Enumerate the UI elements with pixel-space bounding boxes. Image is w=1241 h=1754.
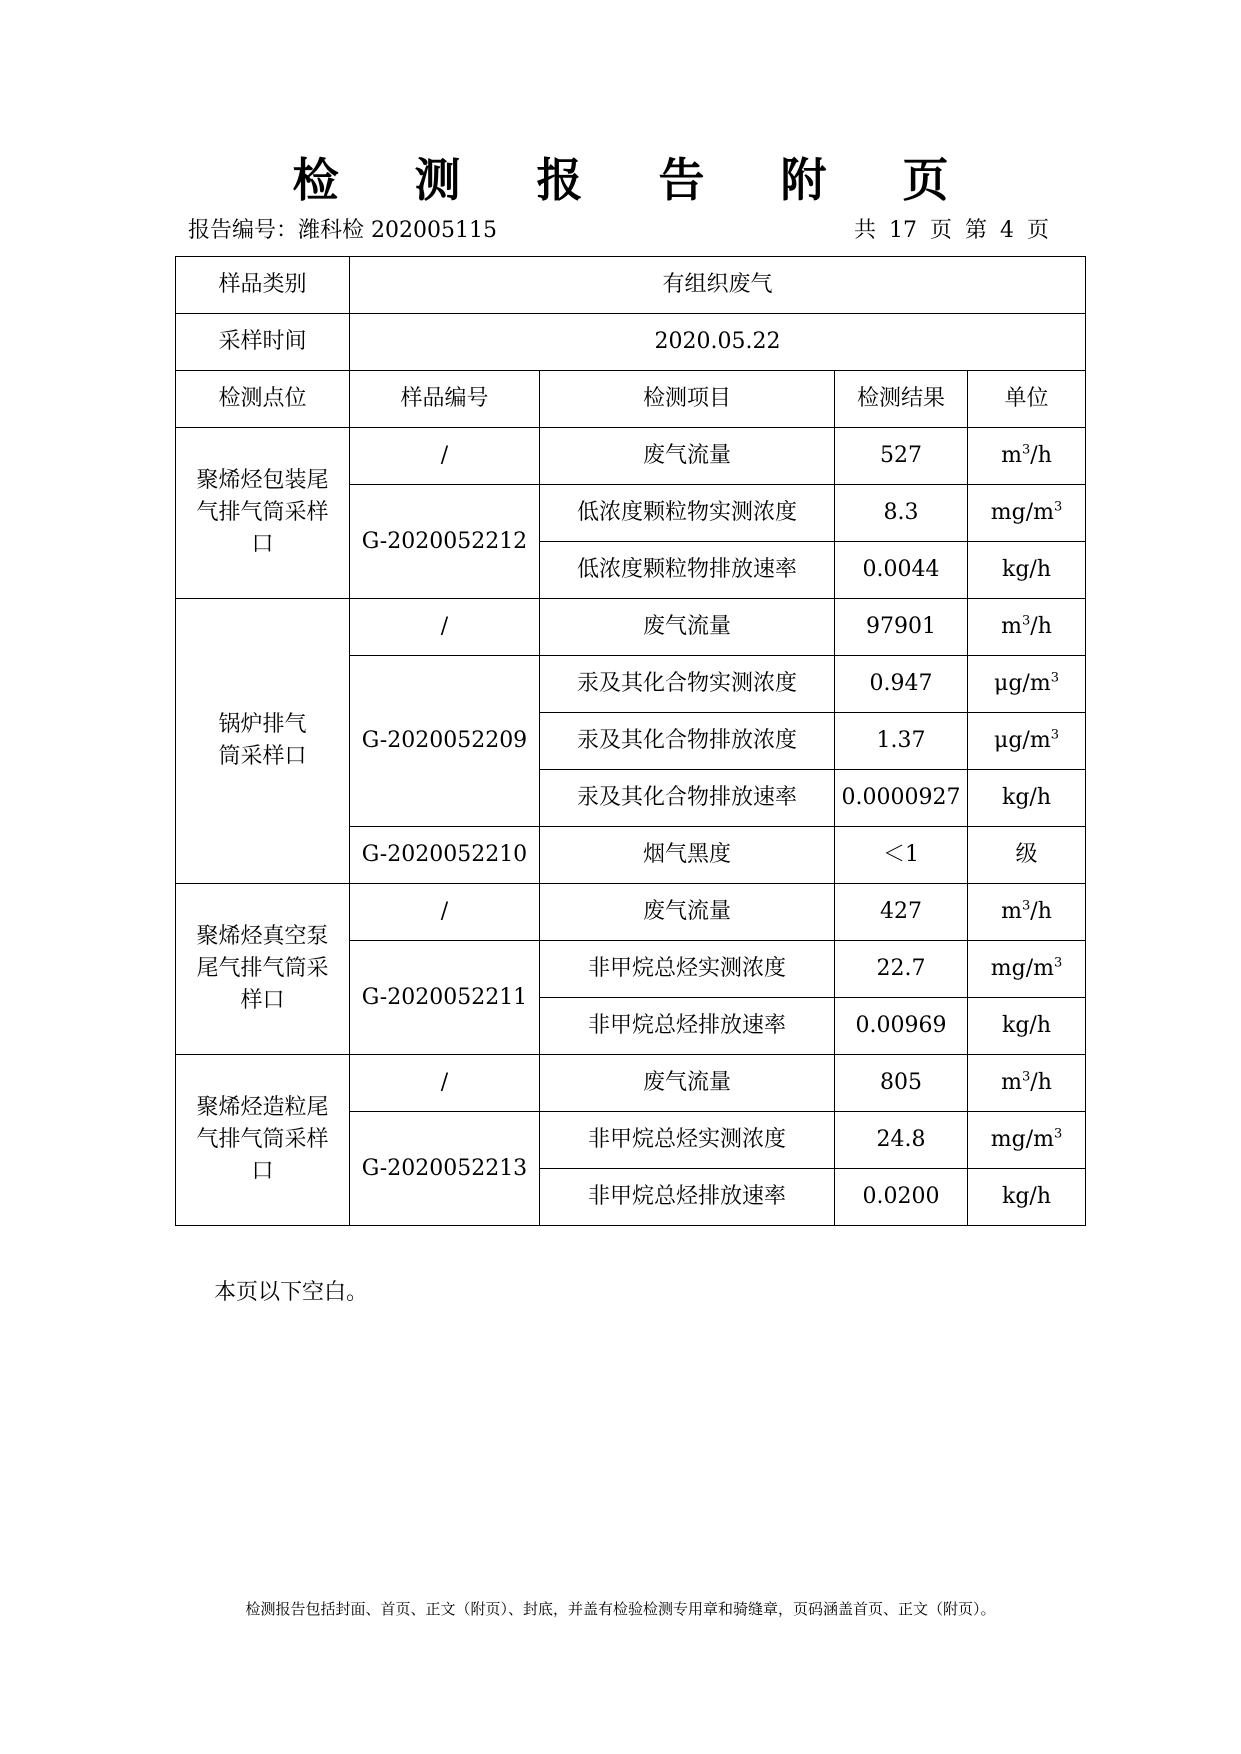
test-result: 527 <box>835 428 968 485</box>
test-item: 汞及其化合物排放浓度 <box>540 713 835 770</box>
sample-number: G-2020052210 <box>350 827 540 884</box>
footer-note: 检测报告包括封面、首页、正文（附页）、封底，并盖有检验检测专用章和骑缝章，页码涵盖首页、正文（附页）。 <box>245 1600 996 1618</box>
unit: $m^3/h$ <box>968 1055 1086 1112</box>
test-result: 0.0044 <box>835 542 968 599</box>
unit: $m^3/h$ <box>968 428 1086 485</box>
sampling-time-label: 采样时间 <box>176 314 350 371</box>
test-item: 低浓度颗粒物排放速率 <box>540 542 835 599</box>
sample-category-label: 样品类别 <box>176 257 350 314</box>
unit: $mg/m^3$ <box>968 1112 1086 1169</box>
table-row <box>176 1055 1086 1112</box>
unit: kg/h <box>968 998 1086 1055</box>
sample-number: / <box>350 599 540 656</box>
test-item: 废气流量 <box>540 599 835 656</box>
test-item: 汞及其化合物排放速率 <box>540 770 835 827</box>
sample-number: / <box>350 1055 540 1112</box>
page-title: 检 测 报 告 附 页 <box>292 153 979 207</box>
header-row <box>176 371 1086 428</box>
unit: $m^3/h$ <box>968 599 1086 656</box>
results-table <box>175 256 1086 1226</box>
report-number: 报告编号：潍科检 202005115 <box>188 218 497 243</box>
unit: kg/h <box>968 770 1086 827</box>
header-result: 检测结果 <box>835 371 968 428</box>
header-unit: 单位 <box>968 371 1086 428</box>
test-item: 非甲烷总烃排放速率 <box>540 1169 835 1226</box>
test-result: 0.0000927 <box>835 770 968 827</box>
unit: 级 <box>968 827 1086 884</box>
sample-number: G-2020052211 <box>350 941 540 1055</box>
test-result: 24.8 <box>835 1112 968 1169</box>
table-row <box>176 884 1086 941</box>
sampling-time-value: 2020.05.22 <box>350 314 1086 371</box>
unit: $m^3/h$ <box>968 884 1086 941</box>
unit: $mg/m^3$ <box>968 941 1086 998</box>
test-item: 废气流量 <box>540 428 835 485</box>
test-result: 1.37 <box>835 713 968 770</box>
unit: kg/h <box>968 1169 1086 1226</box>
monitoring-point: 聚烯烃造粒尾气排气筒采样口 <box>176 1055 350 1226</box>
test-result: 0.00969 <box>835 998 968 1055</box>
blank-below-note: 本页以下空白。 <box>214 1280 369 1305</box>
test-item: 废气流量 <box>540 1055 835 1112</box>
sample-number: / <box>350 428 540 485</box>
table-row <box>176 599 1086 656</box>
sample-category-row <box>176 257 1086 314</box>
sample-number: G-2020052209 <box>350 656 540 827</box>
table-row <box>176 428 1086 485</box>
test-item: 废气流量 <box>540 884 835 941</box>
header-sample-no: 样品编号 <box>350 371 540 428</box>
sample-number: G-2020052212 <box>350 485 540 599</box>
test-item: 低浓度颗粒物实测浓度 <box>540 485 835 542</box>
test-result: 805 <box>835 1055 968 1112</box>
test-item: 汞及其化合物实测浓度 <box>540 656 835 713</box>
test-item: 非甲烷总烃排放速率 <box>540 998 835 1055</box>
test-result: 97901 <box>835 599 968 656</box>
sample-category-value: 有组织废气 <box>350 257 1086 314</box>
monitoring-point: 聚烯烃真空泵尾气排气筒采样口 <box>176 884 350 1055</box>
test-result: 0.0200 <box>835 1169 968 1226</box>
sample-number: G-2020052213 <box>350 1112 540 1226</box>
test-item: 非甲烷总烃实测浓度 <box>540 941 835 998</box>
test-item: 非甲烷总烃实测浓度 <box>540 1112 835 1169</box>
sampling-time-row <box>176 314 1086 371</box>
test-result: 0.947 <box>835 656 968 713</box>
test-result: 22.7 <box>835 941 968 998</box>
sample-number: / <box>350 884 540 941</box>
header-item: 检测项目 <box>540 371 835 428</box>
test-result: ＜1 <box>835 827 968 884</box>
unit: $mg/m^3$ <box>968 485 1086 542</box>
header-point: 检测点位 <box>176 371 350 428</box>
monitoring-point: 聚烯烃包装尾气排气筒采样口 <box>176 428 350 599</box>
page-info: 共 17 页 第 4 页 <box>854 218 1049 243</box>
test-item: 烟气黑度 <box>540 827 835 884</box>
unit: kg/h <box>968 542 1086 599</box>
test-result: 427 <box>835 884 968 941</box>
unit: $\mu g/m^3$ <box>968 656 1086 713</box>
test-result: 8.3 <box>835 485 968 542</box>
unit: $\mu g/m^3$ <box>968 713 1086 770</box>
monitoring-point: 锅炉排气筒采样口 <box>176 599 350 884</box>
